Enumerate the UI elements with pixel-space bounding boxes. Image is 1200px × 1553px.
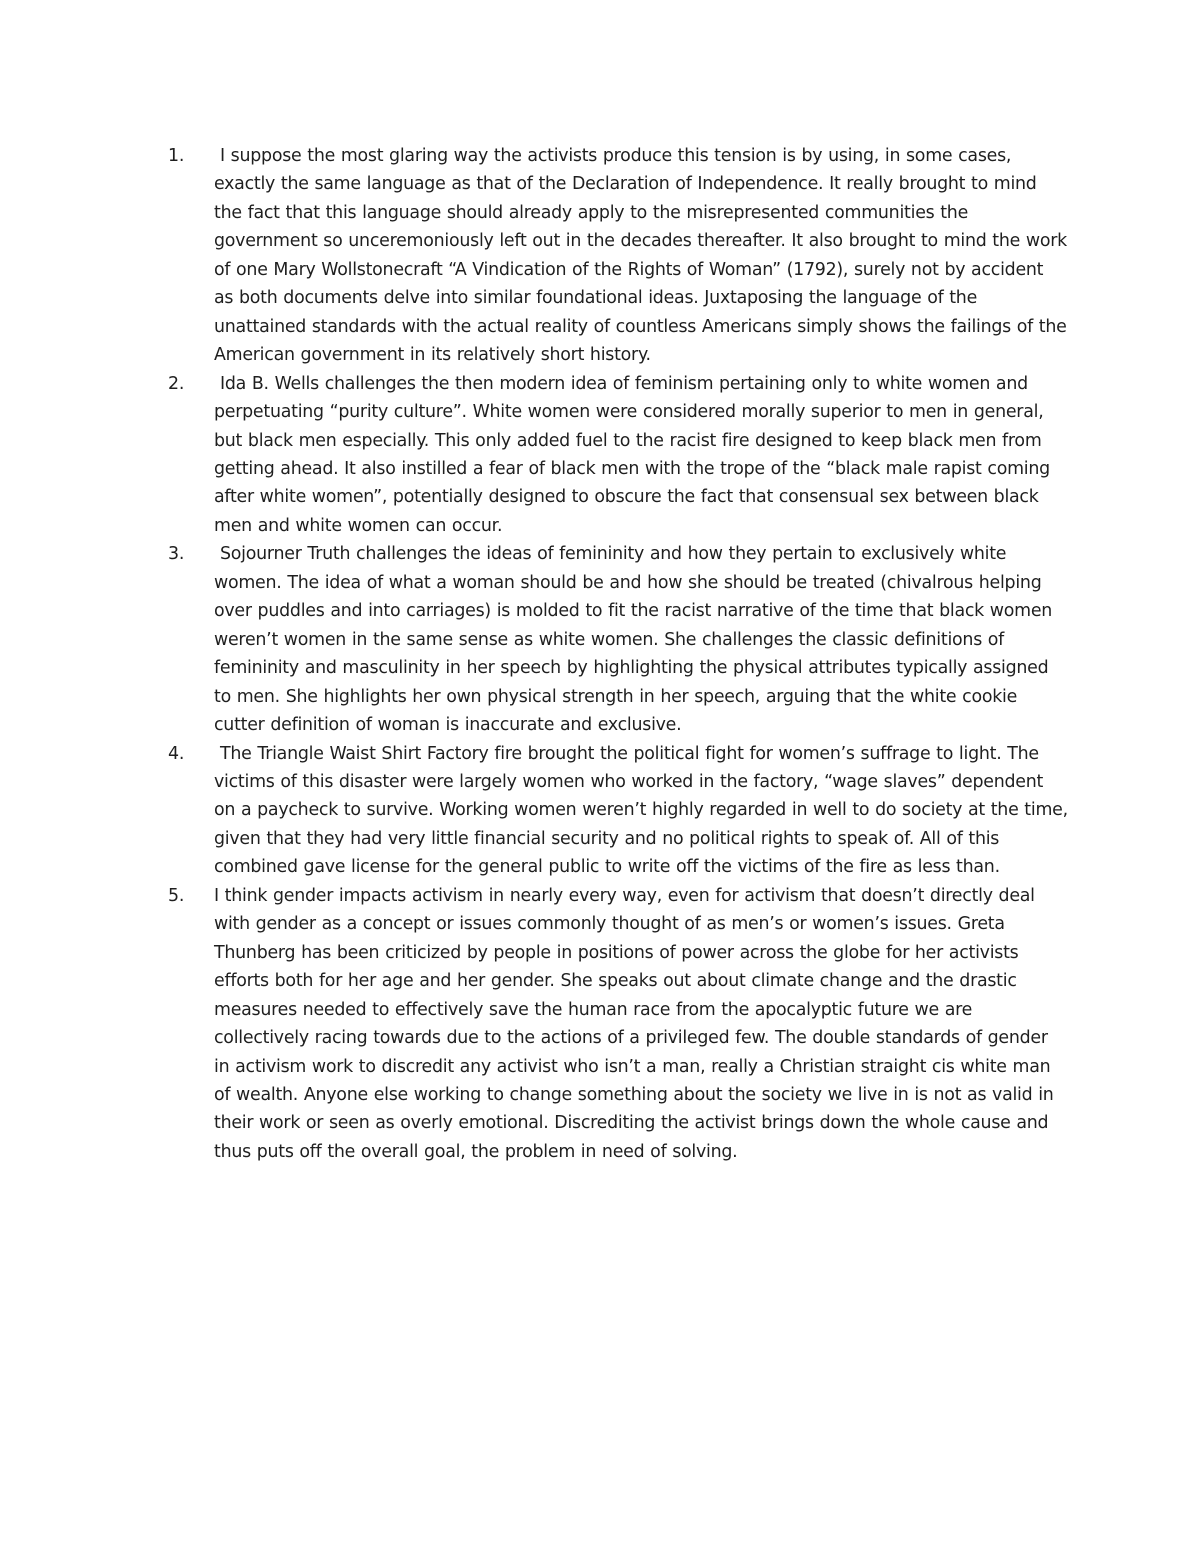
list-item-text: Ida B. Wells challenges the then modern idea of feminism pertaining only to white women and perpetuating “purity culture”. White women were considered morally superior to men in general, but black men especially. This only added fuel to the racist fire designed to keep black men from getting ahead. It also instilled a fear of black men with the trope of the “black male rapist coming after white women”, potentially designed to obscure the fact that consensual sex between black men and white women can occur.: [214, 373, 1050, 536]
list-item-3: [168, 540, 1068, 739]
list-item-5: [168, 882, 1068, 1167]
list-item-text: The Triangle Waist Shirt Factory fire brought the political fight for women’s suffrage to light. The victims of this disaster were largely women who worked in the factory, “wage slaves” dependent on a paycheck to survive. Working women weren’t highly regarded in well to do society at the time, given that they had very little financial security and no political rights to speak of. All of this combined gave license for the general public to write off the victims of the fire as less than.: [214, 743, 1068, 878]
list-item-4: [168, 740, 1068, 882]
list-number: 3.: [168, 544, 185, 565]
numbered-answer-list: [168, 142, 1068, 1166]
list-item-1: [168, 142, 1068, 370]
list-item-text: Sojourner Truth challenges the ideas of femininity and how they pertain to exclusively white women. The idea of what a woman should be and how she should be treated (chivalrous helping over puddles and into carriages) is molded to fit the racist narrative of the time that black women weren’t women in the same sense as white women. She challenges the classic definitions of femininity and masculinity in her speech by highlighting the physical attributes typically assigned to men. She highlights her own physical strength in her speech, arguing that the white cookie cutter definition of woman is inaccurate and exclusive.: [214, 544, 1053, 736]
list-number: 4.: [168, 743, 185, 764]
list-item-text: I think gender impacts activism in nearly every way, even for activism that doesn’t directly deal with gender as a concept or issues commonly thought of as men’s or women’s issues. Greta Thunberg has been criticized by people in positions of power across the globe for her activists efforts both for her age and her gender. She speaks out about climate change and the drastic measures needed to effectively save the human race from the apocalyptic future we are collectively racing towards due to the actions of a privileged few. The double standards of gender in activism work to discredit any activist who isn’t a man, really a Christian straight cis white man of wealth. Anyone else working to change something about the society we live in is not as valid in their work or seen as overly emotional. Discrediting the activist brings down the whole cause and thus puts off the overall goal, the problem in need of solving.: [214, 885, 1054, 1162]
list-number: 5.: [168, 885, 185, 906]
list-number: 2.: [168, 373, 185, 394]
list-item-text: I suppose the most glaring way the activists produce this tension is by using, in some cases, exactly the same language as that of the Declaration of Independence. It really brought to mind the fact that this language should already apply to the misrepresented communities the government so unceremoniously left out in the decades thereafter. It also brought to mind the work of one Mary Wollstonecraft “A Vindication of the Rights of Woman” (1792), surely not by accident as both documents delve into similar foundational ideas. Juxtaposing the language of the unattained standards with the actual reality of countless Americans simply shows the failings of the American government in its relatively short history.: [214, 146, 1067, 366]
list-number: 1.: [168, 146, 185, 166]
list-item-2: [168, 370, 1068, 541]
